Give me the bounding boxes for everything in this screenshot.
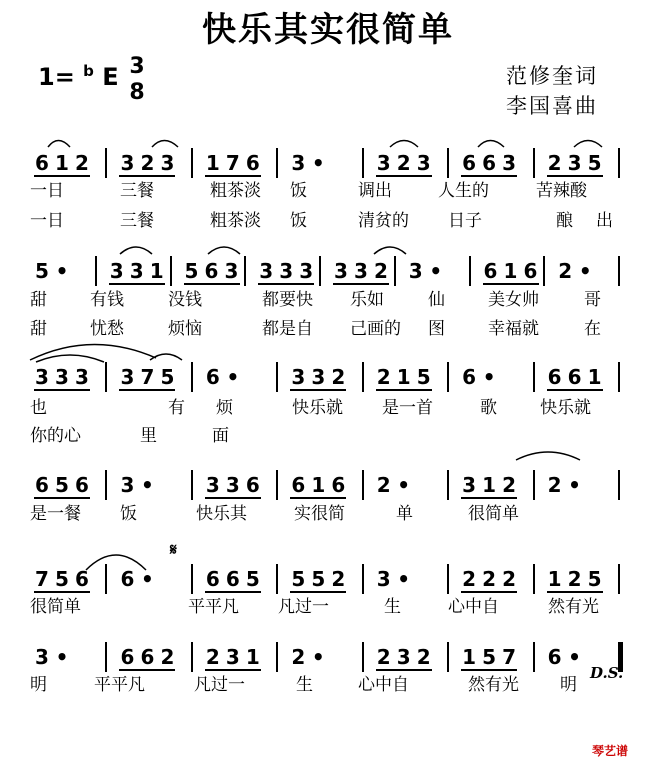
lyric: 凡过一 bbox=[194, 675, 245, 695]
barline bbox=[618, 470, 620, 500]
barline bbox=[276, 362, 278, 392]
lyric: 明 bbox=[30, 675, 47, 695]
beam-underline bbox=[376, 669, 432, 671]
slur bbox=[574, 141, 602, 148]
beam-underline bbox=[376, 389, 432, 391]
note: 1 bbox=[245, 645, 260, 669]
note: 2 bbox=[140, 151, 155, 175]
note: 7 bbox=[225, 151, 240, 175]
note: 6 bbox=[523, 259, 538, 283]
note: 3 bbox=[279, 259, 294, 283]
note: 7 bbox=[502, 645, 517, 669]
note: 6 bbox=[567, 365, 582, 389]
note: 6 bbox=[35, 473, 49, 497]
note: 5 bbox=[587, 151, 602, 175]
beam-underline bbox=[184, 283, 240, 285]
note: 5 bbox=[587, 567, 602, 591]
note: 2 bbox=[160, 645, 175, 669]
note: 2 bbox=[374, 259, 388, 283]
note: 1 bbox=[396, 365, 411, 389]
beam-underline bbox=[376, 175, 432, 177]
slur bbox=[36, 355, 104, 362]
slur bbox=[150, 354, 182, 360]
note: 6 bbox=[245, 473, 260, 497]
barline bbox=[533, 642, 535, 672]
note: 1 bbox=[587, 365, 602, 389]
time-signature-top: 3 bbox=[129, 54, 145, 79]
note: 1 bbox=[311, 473, 326, 497]
note: 6 bbox=[547, 365, 562, 389]
note: 6 bbox=[462, 365, 477, 389]
lyric: 里 bbox=[140, 426, 157, 446]
time-signature-bottom: 8 bbox=[129, 80, 145, 105]
lyric: 日子 bbox=[448, 211, 482, 231]
note: 5 bbox=[160, 365, 175, 389]
barline bbox=[105, 148, 107, 178]
note: 3 bbox=[259, 259, 274, 283]
key-flat: b bbox=[83, 62, 94, 80]
beam-underline bbox=[333, 283, 389, 285]
note: 3 bbox=[462, 473, 477, 497]
slur bbox=[208, 247, 240, 254]
beam-underline bbox=[119, 669, 175, 671]
lyric: 人生的 bbox=[438, 181, 489, 201]
barline bbox=[447, 148, 449, 178]
note: 3 bbox=[75, 365, 89, 389]
dot-note: • bbox=[141, 473, 154, 497]
slur bbox=[152, 141, 178, 148]
beam-underline bbox=[205, 669, 261, 671]
lyric: 幸福就 bbox=[488, 319, 539, 339]
lyric: 在 bbox=[584, 319, 601, 339]
note: 5 bbox=[291, 567, 306, 591]
beam-underline bbox=[205, 591, 261, 593]
slur bbox=[516, 452, 580, 460]
note: 5 bbox=[245, 567, 260, 591]
lyric: 己画的 bbox=[350, 319, 401, 339]
note: 3 bbox=[120, 473, 135, 497]
note: 3 bbox=[396, 645, 411, 669]
lyric: 酿 bbox=[556, 211, 573, 231]
lyric: 心中自 bbox=[448, 597, 499, 617]
barline bbox=[543, 256, 545, 286]
barline bbox=[447, 564, 449, 594]
time-signature bbox=[126, 54, 148, 106]
lyric: 有 bbox=[168, 398, 185, 418]
lyric: 烦 bbox=[216, 398, 233, 418]
note: 2 bbox=[547, 473, 562, 497]
note: 1 bbox=[205, 151, 220, 175]
segno-mark: 𝄋 bbox=[170, 540, 177, 559]
note: 6 bbox=[462, 151, 477, 175]
note: 3 bbox=[299, 259, 314, 283]
slur bbox=[30, 344, 156, 360]
lyric: 凡过一 bbox=[278, 597, 329, 617]
note: 2 bbox=[396, 151, 411, 175]
note: 2 bbox=[331, 567, 346, 591]
lyric: 都是自 bbox=[262, 319, 313, 339]
note: 3 bbox=[408, 259, 423, 283]
barline bbox=[362, 362, 364, 392]
note: 3 bbox=[502, 151, 517, 175]
beam-underline bbox=[258, 283, 314, 285]
beam-underline bbox=[109, 283, 165, 285]
note: 2 bbox=[205, 645, 220, 669]
beam-underline bbox=[461, 591, 517, 593]
lyric: 甜 bbox=[30, 319, 47, 339]
lyric-line-4 bbox=[28, 318, 638, 340]
note: 5 bbox=[55, 567, 69, 591]
note: 2 bbox=[547, 151, 562, 175]
barline bbox=[244, 256, 246, 286]
note: 3 bbox=[334, 259, 348, 283]
note: 6 bbox=[120, 645, 135, 669]
lyric: 苦辣酸 bbox=[536, 181, 587, 201]
dot-note: • bbox=[568, 645, 581, 669]
beam-underline bbox=[290, 591, 346, 593]
dot-note: • bbox=[55, 259, 69, 283]
note: 3 bbox=[205, 473, 220, 497]
barline bbox=[362, 148, 364, 178]
note: 6 bbox=[205, 365, 220, 389]
note: 2 bbox=[376, 473, 391, 497]
lyric-line-2 bbox=[28, 210, 638, 232]
barline bbox=[469, 256, 471, 286]
beam-underline bbox=[547, 591, 603, 593]
note: 3 bbox=[160, 151, 175, 175]
lyric: 图 bbox=[428, 319, 445, 339]
barline bbox=[191, 148, 193, 178]
note: 3 bbox=[291, 151, 306, 175]
note: 3 bbox=[109, 259, 124, 283]
lyric-line-8 bbox=[28, 596, 638, 618]
dot-note: • bbox=[311, 645, 325, 669]
dot-note: • bbox=[141, 567, 154, 591]
note: 3 bbox=[311, 365, 326, 389]
lyric: 有钱 bbox=[90, 290, 124, 310]
barline bbox=[533, 564, 535, 594]
barline bbox=[191, 642, 193, 672]
note: 3 bbox=[225, 645, 240, 669]
lyric: 一日 bbox=[30, 181, 64, 201]
lyric: 调出 bbox=[358, 181, 392, 201]
lyric: 明 bbox=[560, 675, 577, 695]
note: 3 bbox=[224, 259, 239, 283]
lyric: 实很简 bbox=[294, 504, 345, 524]
note: 6 bbox=[75, 473, 89, 497]
note: 5 bbox=[416, 365, 431, 389]
barline bbox=[447, 642, 449, 672]
dot-note: • bbox=[311, 151, 325, 175]
lyric: 是一首 bbox=[382, 398, 433, 418]
note: 2 bbox=[558, 259, 573, 283]
beam-underline bbox=[34, 591, 90, 593]
beam-underline bbox=[461, 175, 517, 177]
barline bbox=[276, 642, 278, 672]
lyric: 烦恼 bbox=[168, 319, 202, 339]
lyric: 都要快 bbox=[262, 290, 313, 310]
lyric: 歌 bbox=[480, 398, 497, 418]
note: 6 bbox=[225, 567, 240, 591]
barline bbox=[191, 564, 193, 594]
barline bbox=[319, 256, 321, 286]
barline bbox=[447, 470, 449, 500]
barline bbox=[618, 564, 620, 594]
lyric-line-9 bbox=[28, 674, 638, 696]
note: 6 bbox=[205, 567, 220, 591]
barline bbox=[533, 362, 535, 392]
lyric: 仙 bbox=[428, 290, 445, 310]
barline bbox=[95, 256, 97, 286]
note: 3 bbox=[416, 151, 431, 175]
dot-note: • bbox=[397, 567, 411, 591]
lyric-line-5 bbox=[28, 397, 638, 419]
lyric: 心中自 bbox=[358, 675, 409, 695]
barline bbox=[394, 256, 396, 286]
barline bbox=[105, 470, 107, 500]
ds-marking: D.S. bbox=[590, 664, 624, 682]
slur bbox=[478, 141, 504, 148]
beam-underline bbox=[461, 669, 517, 671]
beam-underline bbox=[34, 175, 90, 177]
dot-note: • bbox=[578, 259, 592, 283]
beam-underline bbox=[34, 389, 90, 391]
note: 1 bbox=[547, 567, 562, 591]
barline bbox=[533, 148, 535, 178]
note: 5 bbox=[482, 645, 497, 669]
note: 6 bbox=[35, 151, 49, 175]
note: 2 bbox=[75, 151, 89, 175]
beam-underline bbox=[290, 389, 346, 391]
lyric-line-1 bbox=[28, 180, 638, 202]
beam-underline bbox=[547, 389, 603, 391]
key-signature bbox=[38, 62, 119, 91]
beam-underline bbox=[119, 175, 175, 177]
slur bbox=[120, 247, 152, 254]
song-title: 快乐其实很简单 bbox=[202, 10, 454, 50]
note: 6 bbox=[75, 567, 89, 591]
lyric: 很简单 bbox=[468, 504, 519, 524]
barline bbox=[618, 362, 620, 392]
dot-note: • bbox=[568, 473, 581, 497]
dot-note: • bbox=[397, 473, 411, 497]
lyric: 你的心 bbox=[30, 426, 81, 446]
note: 3 bbox=[376, 567, 391, 591]
dot-note: • bbox=[226, 365, 240, 389]
slur bbox=[48, 141, 70, 148]
composer-credit: 李国喜曲 bbox=[506, 94, 598, 118]
lyric: 快乐就 bbox=[540, 398, 591, 418]
lyric: 平平凡 bbox=[188, 597, 239, 617]
note: 3 bbox=[291, 365, 306, 389]
note: 1 bbox=[503, 259, 518, 283]
dot-note: • bbox=[55, 645, 69, 669]
lyric: 平平凡 bbox=[94, 675, 145, 695]
note: 2 bbox=[482, 567, 497, 591]
lyric: 出 bbox=[596, 211, 613, 231]
note: 3 bbox=[129, 259, 144, 283]
lyric: 也 bbox=[30, 398, 47, 418]
barline bbox=[533, 470, 535, 500]
lyric: 快乐其 bbox=[196, 504, 247, 524]
watermark-logo: 琴艺谱 bbox=[592, 744, 629, 758]
note: 1 bbox=[149, 259, 164, 283]
key-note: E bbox=[102, 63, 119, 91]
lyric-line-7 bbox=[28, 503, 638, 525]
beam-underline bbox=[547, 175, 603, 177]
note: 2 bbox=[416, 645, 431, 669]
beam-underline bbox=[205, 497, 261, 499]
lyric: 饭 bbox=[290, 211, 307, 231]
lyric: 没钱 bbox=[168, 290, 202, 310]
note: 3 bbox=[35, 645, 49, 669]
note: 7 bbox=[140, 365, 155, 389]
note: 6 bbox=[204, 259, 219, 283]
lyricist-credit: 范修奎词 bbox=[506, 64, 598, 88]
note: 3 bbox=[35, 365, 49, 389]
lyric: 单 bbox=[396, 504, 413, 524]
lyric: 然有光 bbox=[468, 675, 519, 695]
lyric: 乐如 bbox=[350, 290, 384, 310]
lyric: 粗茶淡 bbox=[210, 181, 261, 201]
note: 2 bbox=[567, 567, 582, 591]
lyric: 一日 bbox=[30, 211, 64, 231]
slur bbox=[390, 141, 418, 148]
barline bbox=[105, 564, 107, 594]
note: 5 bbox=[311, 567, 326, 591]
beam-underline bbox=[290, 497, 346, 499]
key-prefix: 1= bbox=[38, 63, 75, 91]
note: 6 bbox=[245, 151, 260, 175]
lyric: 是一餐 bbox=[30, 504, 81, 524]
note: 2 bbox=[376, 365, 391, 389]
note: 2 bbox=[331, 365, 346, 389]
beam-underline bbox=[205, 175, 261, 177]
lyric: 美女帅 bbox=[488, 290, 539, 310]
note: 6 bbox=[547, 645, 562, 669]
beam-underline bbox=[119, 389, 175, 391]
barline bbox=[362, 642, 364, 672]
barline bbox=[105, 642, 107, 672]
note: 3 bbox=[225, 473, 240, 497]
lyric: 三餐 bbox=[120, 181, 154, 201]
note: 5 bbox=[55, 473, 69, 497]
lyric: 甜 bbox=[30, 290, 47, 310]
lyric: 很简单 bbox=[30, 597, 81, 617]
note: 6 bbox=[331, 473, 346, 497]
dot-note: • bbox=[482, 365, 496, 389]
note: 2 bbox=[462, 567, 477, 591]
note: 7 bbox=[35, 567, 49, 591]
lyric: 清贫的 bbox=[358, 211, 409, 231]
beam-underline bbox=[483, 283, 539, 285]
note: 3 bbox=[120, 365, 135, 389]
barline bbox=[191, 362, 193, 392]
note: 1 bbox=[482, 473, 497, 497]
lyric: 忧愁 bbox=[90, 319, 124, 339]
dot-note: • bbox=[429, 259, 443, 283]
note: 3 bbox=[120, 151, 135, 175]
note: 6 bbox=[120, 567, 135, 591]
note: 2 bbox=[376, 645, 391, 669]
note: 1 bbox=[55, 151, 69, 175]
barline bbox=[276, 148, 278, 178]
lyric: 饭 bbox=[290, 181, 307, 201]
beam-underline bbox=[34, 497, 90, 499]
note: 5 bbox=[35, 259, 49, 283]
lyric: 哥 bbox=[584, 290, 601, 310]
barline bbox=[618, 148, 620, 178]
note: 2 bbox=[502, 567, 517, 591]
note: 2 bbox=[291, 645, 306, 669]
slur bbox=[374, 247, 406, 254]
lyric: 面 bbox=[212, 426, 229, 446]
note: 6 bbox=[140, 645, 155, 669]
note: 6 bbox=[291, 473, 306, 497]
barline bbox=[170, 256, 172, 286]
lyric: 生 bbox=[384, 597, 401, 617]
lyric: 然有光 bbox=[548, 597, 599, 617]
lyric: 三餐 bbox=[120, 211, 154, 231]
beam-underline bbox=[461, 497, 517, 499]
note: 3 bbox=[55, 365, 69, 389]
note: 3 bbox=[354, 259, 368, 283]
barline bbox=[362, 564, 364, 594]
lyric: 粗茶淡 bbox=[210, 211, 261, 231]
barline bbox=[447, 362, 449, 392]
note: 3 bbox=[567, 151, 582, 175]
note: 3 bbox=[376, 151, 391, 175]
lyric: 生 bbox=[296, 675, 313, 695]
note: 6 bbox=[482, 151, 497, 175]
barline bbox=[276, 564, 278, 594]
barline bbox=[276, 470, 278, 500]
barline bbox=[618, 256, 620, 286]
lyric-line-6 bbox=[28, 425, 638, 447]
lyric-line-3 bbox=[28, 289, 638, 311]
barline bbox=[191, 470, 193, 500]
note: 2 bbox=[502, 473, 517, 497]
barline bbox=[105, 362, 107, 392]
note: 5 bbox=[184, 259, 199, 283]
lyric: 快乐就 bbox=[292, 398, 343, 418]
note: 6 bbox=[483, 259, 498, 283]
note: 1 bbox=[462, 645, 477, 669]
barline bbox=[362, 470, 364, 500]
lyric: 饭 bbox=[120, 504, 137, 524]
